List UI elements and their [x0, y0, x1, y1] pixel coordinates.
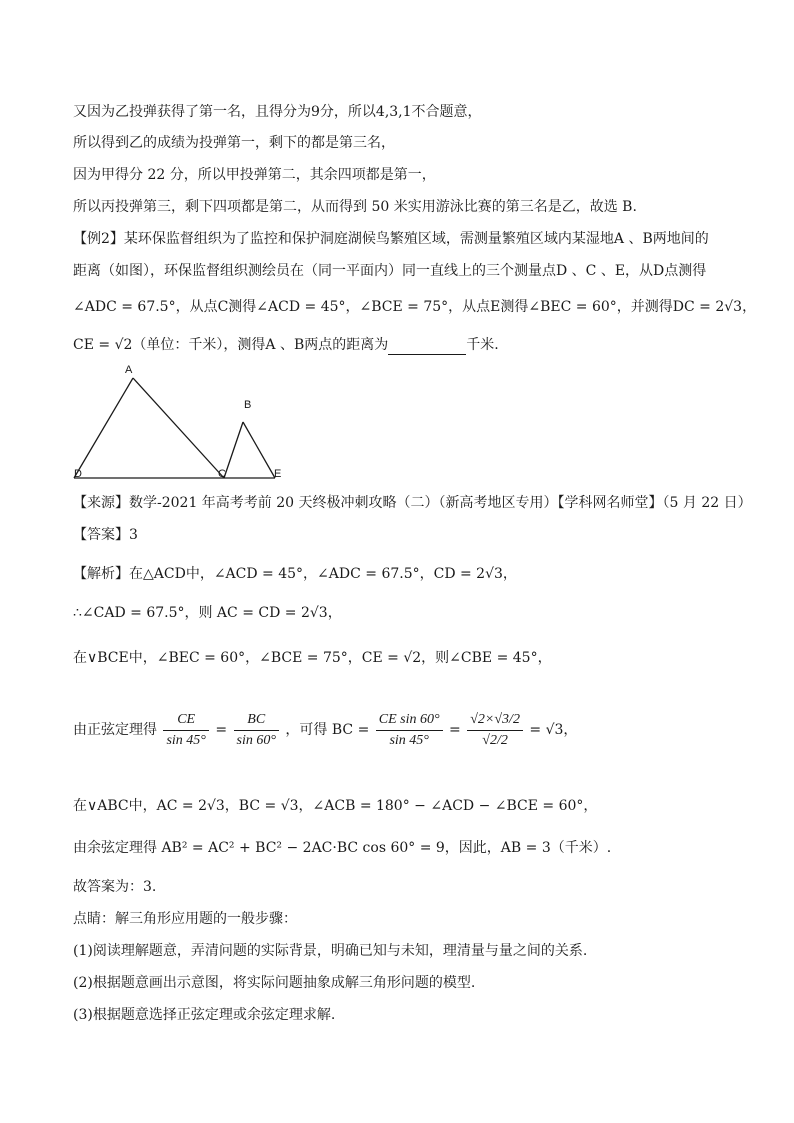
answer-blank — [388, 340, 466, 355]
unit-text: 千米. — [466, 337, 499, 353]
line-cb — [224, 422, 243, 478]
sine-law-end: = √3， — [529, 722, 578, 738]
text-line: 所以丙投弹第三，剩下四项都是第二，从而得到 50 米实用游泳比赛的第三名是乙，故选 B. — [73, 199, 637, 215]
sine-law-mid: ，可得 BC = — [285, 722, 370, 738]
analysis-text: 在△ACD中，∠ACD = 45°，∠ADC = 67.5°，CD = 2√3， — [129, 566, 517, 582]
notes-item: (2)根据题意画出示意图，将实际问题抽象成解三角形问题的模型. — [73, 975, 476, 991]
text-line: ∠ADC = 67.5°，从点C测得∠ACD = 45°，∠BCE = 75°，从点E测得∠BEC = 60°，并测得DC = 2√3， — [73, 299, 757, 315]
line-ac — [133, 378, 224, 478]
text-line: 所以得到乙的成绩为投弹第一，剩下的都是第三名， — [73, 135, 395, 151]
source-line — [73, 493, 754, 513]
analysis-line — [73, 564, 754, 584]
analysis-line: ∴∠CAD = 67.5°，则 AC = CD = 2√3， — [73, 605, 342, 621]
question-text: CE = √2（单位：千米），测得A 、B两点的距离为 — [73, 337, 389, 353]
answer-value: 3 — [129, 527, 138, 543]
analysis-tag: 【解析】 — [73, 566, 129, 582]
analysis-line: 在∨BCE中，∠BEC = 60°，∠BCE = 75°，CE = √2，则∠CBE = 45°， — [73, 650, 552, 666]
source-tag: 【来源】 — [73, 495, 129, 511]
example-tag: 【例2】 — [73, 231, 124, 247]
fraction: $\frac{CE}{\sin 45^\circ}$ — [163, 710, 208, 751]
notes-item: (1)阅读理解题意，弄清问题的实际背景，明确已知与未知，理清量与量之间的关系. — [73, 943, 588, 959]
notes-title: 点睛：解三角形应用题的一般步骤： — [73, 911, 297, 927]
notes-item: (3)根据题意选择正弦定理或余弦定理求解. — [73, 1007, 336, 1023]
line-da — [74, 378, 133, 478]
answer-tag: 【答案】 — [73, 527, 129, 543]
fraction: $\frac{\text{CE sin 60°}}{\sin 45^\circ}$ — [376, 710, 443, 751]
line-be — [243, 422, 275, 478]
analysis-line: 故答案为：3. — [73, 879, 157, 895]
text-line: 又因为乙投弹获得了第一名，且得分为9分，所以4,3,1不合题意， — [73, 104, 482, 120]
example-text: 某环保监督组织为了监控和保护洞庭湖候鸟繁殖区域，需测量繁殖区域内某湿地A 、B两地间的 — [123, 231, 709, 247]
analysis-line: 在∨ABC中，AC = 2√3，BC = √3，∠ACB = 180° − ∠ACD − ∠BCE = 60°， — [73, 798, 598, 814]
source-text: 数学-2021 年高考考前 20 天终极冲刺攻略（二）（新高考地区专用）【学科网名师堂】（5 月 22 日） — [129, 495, 752, 511]
text-line: 距离（如图），环保监督组织测绘员在（同一平面内）同一直线上的三个测量点D 、C 、E，从D点测得 — [73, 263, 707, 279]
sine-law-lead: 由正弦定理得 — [73, 722, 157, 738]
label-e: E — [274, 468, 282, 480]
text-line: 因为甲得分 22 分，所以甲投弹第二，其余四项都是第一， — [73, 167, 436, 183]
sine-law-line: 由正弦定理得 $\frac{CE}{\sin 45^\circ}$ = $\frac{BC}{\sin 60^\circ}$ ，可得 BC = $\frac{\text{CE sin 60°}}{\sin 45^\circ}$ = $\frac{√2\times√3/2}{√2/2}$ = √3， — [73, 692, 754, 768]
fraction: $\frac{√2\times√3/2}{√2/2}$ — [467, 710, 523, 751]
text-line — [73, 335, 754, 355]
example-line — [73, 229, 754, 249]
triangle-figure — [70, 360, 310, 482]
label-d: D — [74, 468, 82, 480]
answer-line — [73, 525, 754, 545]
label-a: A — [125, 364, 133, 376]
label-b: B — [244, 399, 252, 411]
analysis-line: 由余弦定理得 AB² = AC² + BC² − 2AC·BC cos 60° = 9，因此，AB = 3（千米）. — [73, 840, 612, 856]
fraction: $\frac{BC}{\sin 60^\circ}$ — [234, 710, 279, 751]
label-c: C — [218, 468, 226, 480]
